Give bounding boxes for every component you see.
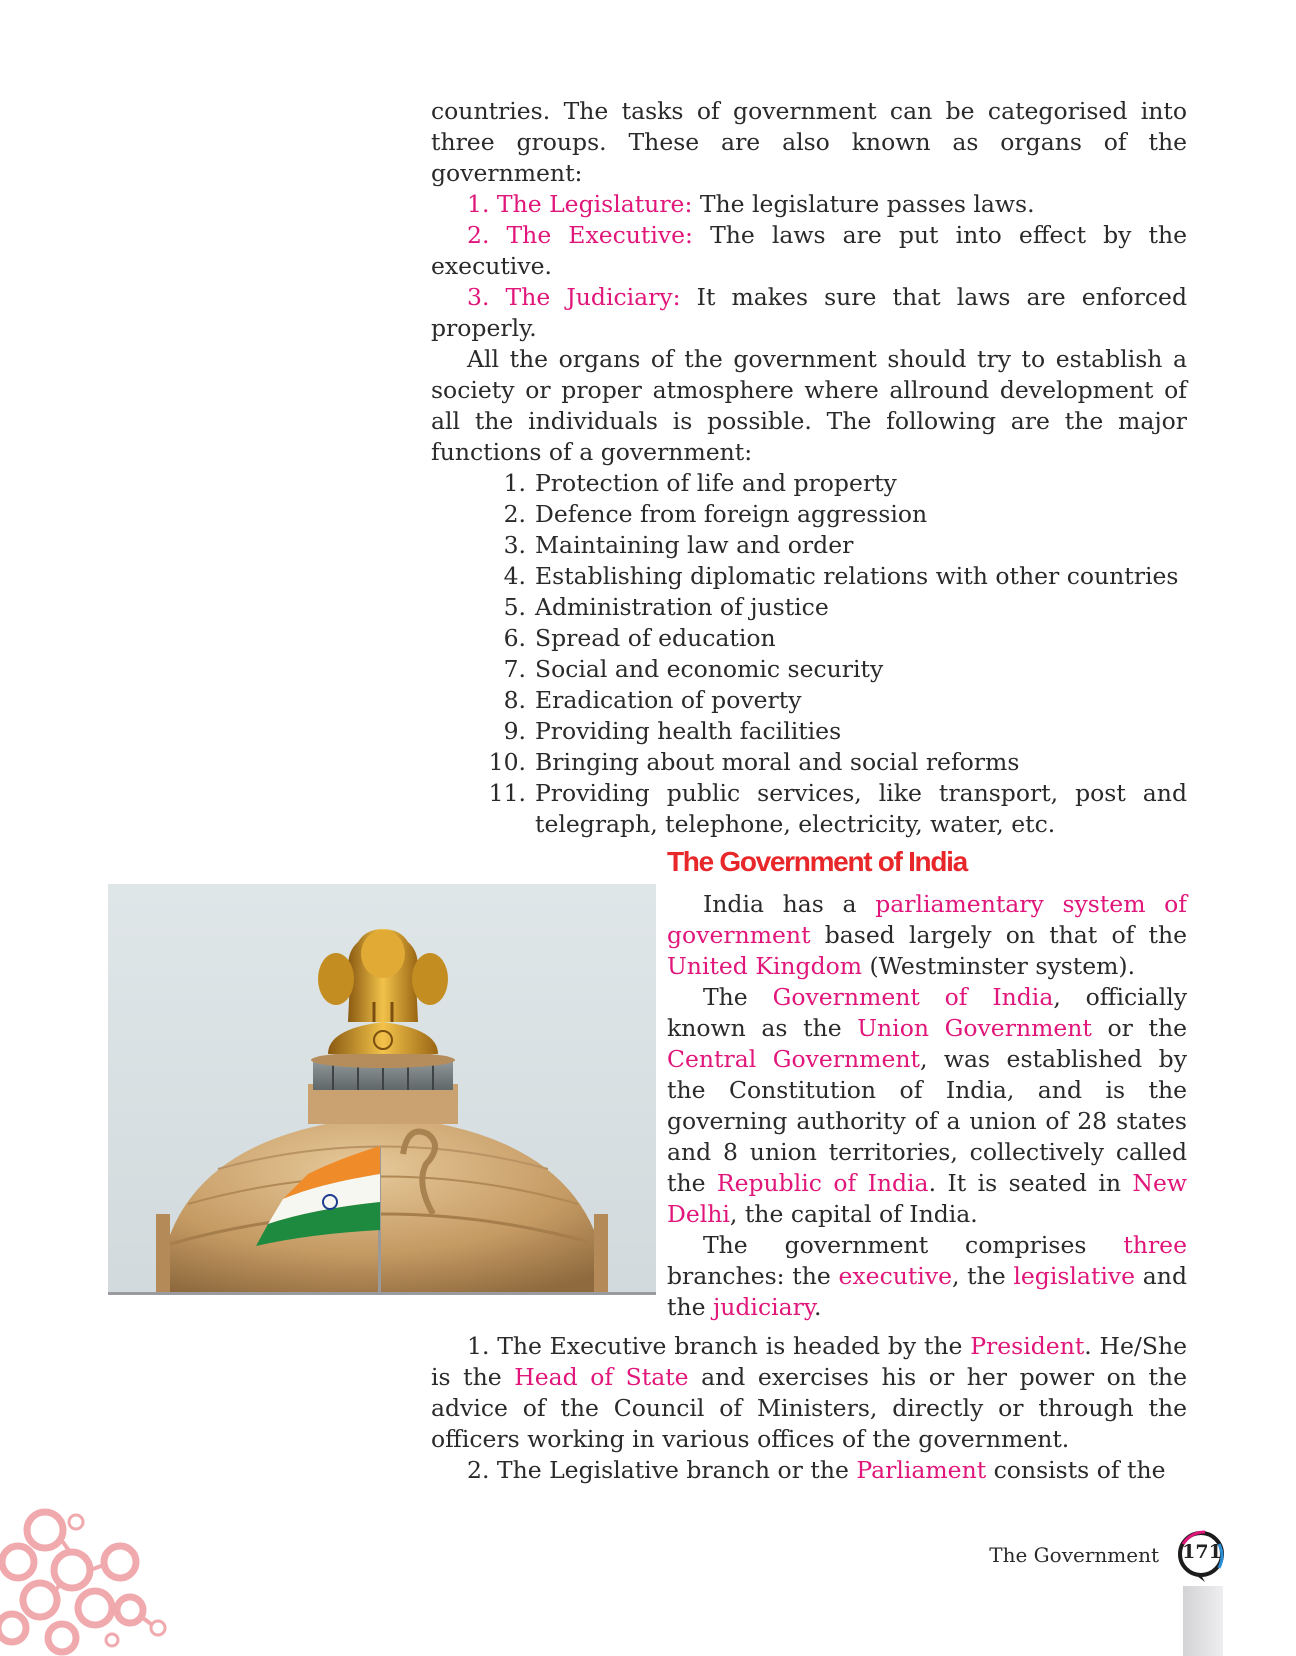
intro-paragraph: countries. The tasks of government can be categorised into three groups. These are also known as organs of the government:	[431, 97, 1187, 187]
highlight-term: legislative	[1013, 1262, 1136, 1290]
text-run: and the	[667, 1262, 1187, 1321]
text-run: India has a	[703, 890, 876, 918]
highlight-term: Union Government	[857, 1014, 1092, 1042]
government-of-india-text	[667, 889, 1187, 1323]
list-text: Social and economic security	[535, 655, 884, 683]
list-number: 3.	[503, 531, 526, 559]
organ-desc: The legislature passes laws.	[692, 190, 1035, 218]
branches-paragraph	[667, 1230, 1187, 1323]
organ-legislature	[431, 189, 1187, 220]
text-run: (Westminster system).	[862, 952, 1136, 980]
list-number: 9.	[503, 717, 526, 745]
parliamentary-paragraph	[667, 889, 1187, 982]
highlight-term: Parliament	[856, 1456, 987, 1484]
highlight-term: three	[1123, 1231, 1187, 1259]
list-number: 10.	[488, 748, 526, 776]
list-number: 4.	[503, 562, 526, 590]
highlight-term: judiciary	[712, 1293, 815, 1321]
organ-desc: The laws are put into effect by the executive.	[431, 221, 1187, 280]
text-run: based largely on that of the	[810, 921, 1187, 949]
highlight-term: Government of India	[772, 983, 1054, 1011]
text-run: The government comprises	[703, 1231, 1124, 1259]
list-number: 2.	[503, 500, 526, 528]
text-run: . It is seated in	[928, 1169, 1133, 1197]
text-run: 1. The Executive branch is headed by the	[467, 1332, 971, 1360]
highlight-term: parliamentary system of government	[667, 890, 1187, 949]
list-text: Establishing diplomatic relations with other countries	[535, 562, 1179, 590]
list-item	[431, 623, 1187, 654]
list-item	[431, 778, 1187, 840]
dome-photo	[108, 884, 656, 1295]
text-run: , the	[952, 1262, 1014, 1290]
text-run: consists of the	[986, 1456, 1166, 1484]
list-text: Providing health facilities	[535, 717, 842, 745]
highlight-term: Head of State	[514, 1363, 689, 1391]
section-heading: The Government of India	[667, 846, 967, 877]
text-run: , the capital of India.	[729, 1200, 978, 1228]
list-item	[431, 747, 1187, 778]
text-run: The	[703, 983, 773, 1011]
list-text: Eradication of poverty	[535, 686, 802, 714]
union-government-paragraph	[667, 982, 1187, 1230]
organ-executive	[431, 220, 1187, 282]
highlight-term: President	[970, 1332, 1085, 1360]
intro-section	[431, 96, 1187, 840]
chapter-name: The Government	[989, 1543, 1159, 1567]
decorative-circles	[0, 1500, 180, 1656]
list-item	[431, 468, 1187, 499]
organ-desc: It makes sure that laws are enforced properly.	[431, 283, 1187, 342]
legislative-branch-paragraph	[431, 1455, 1187, 1486]
list-item	[431, 592, 1187, 623]
list-number: 8.	[503, 686, 526, 714]
highlight-term: Central Government	[667, 1045, 920, 1073]
list-number: 11.	[488, 779, 526, 807]
list-number: 5.	[503, 593, 526, 621]
text-run: . He/She is the	[431, 1332, 1187, 1391]
text-run: and exercises his or her power on the advice of the Council of Ministers, directly or through the officers working in various offices of the government.	[431, 1363, 1187, 1453]
list-number: 6.	[503, 624, 526, 652]
page-number: 171	[1182, 1541, 1222, 1563]
list-text: Spread of education	[535, 624, 776, 652]
list-text: Defence from foreign aggression	[535, 500, 928, 528]
functions-list	[431, 468, 1187, 840]
highlight-term: executive	[838, 1262, 953, 1290]
organ-term: 3. The Judiciary:	[467, 283, 681, 311]
list-text: Bringing about moral and social reforms	[535, 748, 1020, 776]
organ-term: 1. The Legislature:	[467, 190, 693, 218]
text-run: , officially known as the	[667, 983, 1187, 1042]
text-run: , was established by the Constitution of India, and is the governing authority of a union of 28 states and 8 union territories, collectively called the	[667, 1045, 1187, 1197]
functions-intro-paragraph: All the organs of the government should try to establish a society or proper atmosphere where allround development of all the individuals is possible. The following are the major functions of a government:	[431, 345, 1187, 466]
highlight-term: New Delhi	[667, 1169, 1187, 1228]
list-number: 7.	[503, 655, 526, 683]
list-item	[431, 685, 1187, 716]
list-item	[431, 561, 1187, 592]
list-number: 1.	[503, 469, 526, 497]
list-text: Providing public services, like transport, post and telegraph, telephone, electricity, water, etc.	[535, 779, 1187, 838]
list-item	[431, 654, 1187, 685]
highlight-term: United Kingdom	[667, 952, 863, 980]
list-item	[431, 716, 1187, 747]
text-run: branches: the	[667, 1262, 839, 1290]
text-run: 2. The Legislative branch or the	[467, 1456, 857, 1484]
text-run: or the	[1091, 1014, 1187, 1042]
list-item	[431, 499, 1187, 530]
executive-branch-paragraph	[431, 1331, 1187, 1455]
organ-term: 2. The Executive:	[467, 221, 693, 249]
list-text: Administration of justice	[535, 593, 829, 621]
branches-detail	[431, 1331, 1187, 1486]
text-run: .	[814, 1293, 822, 1321]
list-text: Protection of life and property	[535, 469, 897, 497]
list-item	[431, 530, 1187, 561]
organ-judiciary	[431, 282, 1187, 344]
list-text: Maintaining law and order	[535, 531, 854, 559]
page-tab-strip	[1183, 1586, 1223, 1656]
highlight-term: Republic of India	[716, 1169, 929, 1197]
